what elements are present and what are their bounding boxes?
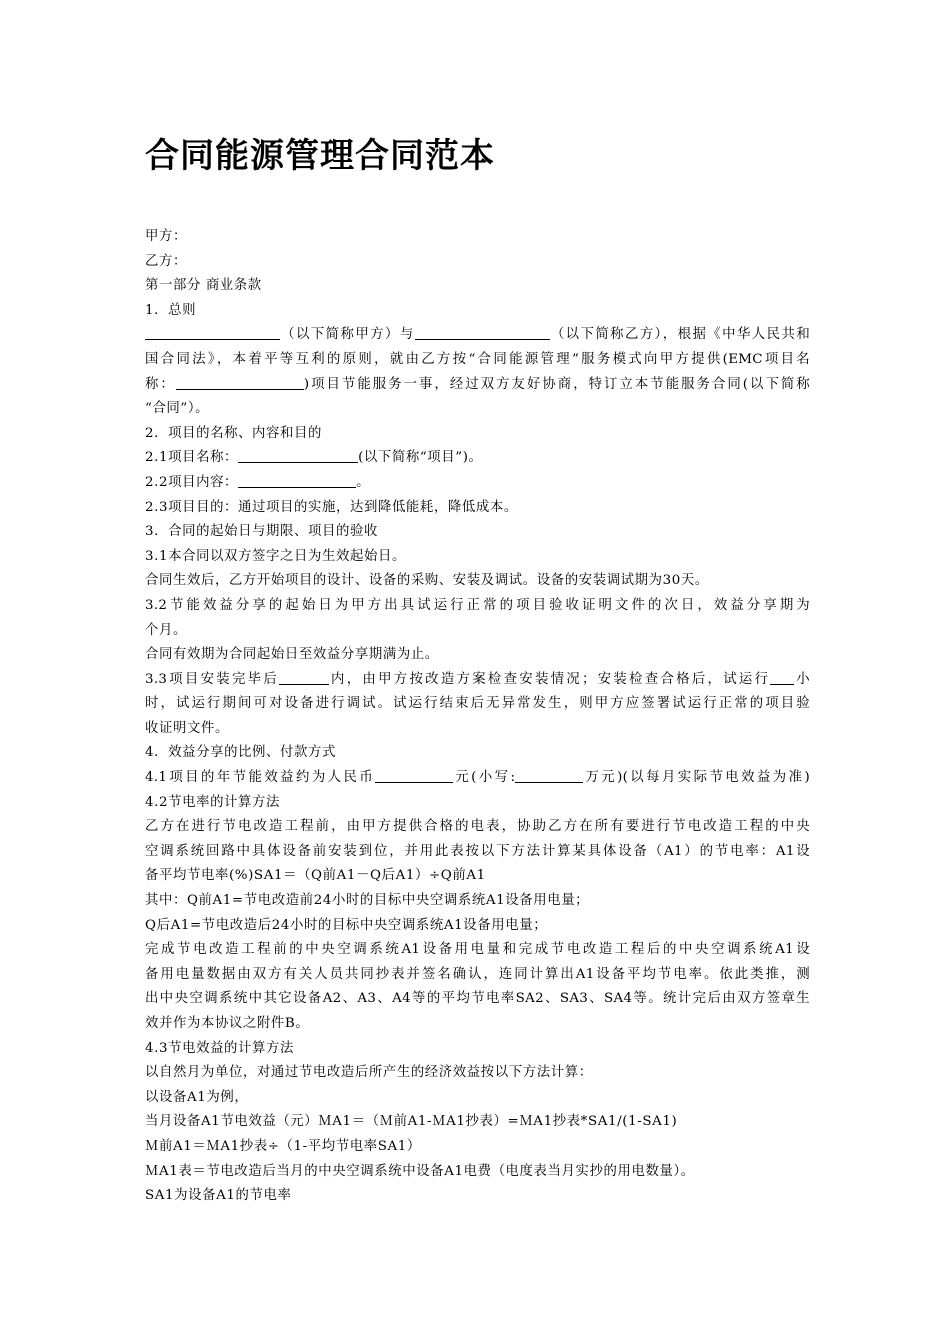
text-run: (以下简称“项目”)。 <box>358 450 483 466</box>
paragraph-line <box>145 668 810 693</box>
paragraph-line: 时，试运行期间可对设备进行调试。试运行结束后无异常发生，则甲方应签署试运行正常的项目验 <box>145 696 810 712</box>
paragraph-line: 其中：Q前A1=节电改造前24小时的目标中央空调系统A1设备用电量； <box>145 893 590 909</box>
paragraph-line: 3.2节能效益分享的起始日为甲方出具试运行正常的项目验收证明文件的次日，效益分享期为 <box>145 597 810 613</box>
text-run: 4.1项目的年节能效益约为人民币 <box>145 770 376 786</box>
paragraph-line: 国合同法》，本着平等互利的原则，就由乙方按“合同能源管理”服务模式向甲方提供(EMC项目名 <box>145 351 810 367</box>
subsection-heading: 4.3节电效益的计算方法 <box>145 1040 295 1056</box>
paragraph-line: ＭA1表＝节电改造后当月的中央空调系统中设备A1电费（电度表当月实抄的用电数量）。 <box>145 1163 695 1179</box>
paragraph-line: 效并作为本协议之附件B。 <box>145 1016 310 1031</box>
text-run: 3.3项目安装完毕后 <box>145 671 280 687</box>
text-run: 万元)(以每月实际节电效益为准) <box>583 770 810 786</box>
paragraph-line: 完成节电改造工程前的中央空调系统A1设备用电量和完成节电改造工程后的中央空调系统A1设 <box>145 942 810 958</box>
paragraph-line: 收证明文件。 <box>145 720 229 736</box>
text-run: 称： <box>145 376 176 392</box>
project-content-line <box>145 471 810 496</box>
text-run: )项目节能服务一事，经过双方友好协商，特订立本节能服务合同(以下简称 <box>303 376 810 392</box>
text-run: 小 <box>794 671 810 687</box>
emc-project-blank <box>176 374 304 390</box>
text-run: 元(小写: <box>453 770 516 786</box>
formula-line: 当月设备A1节电效益（元）ＭA1＝（Ｍ前A1-ＭA1抄表）=ＭA1抄表*SA1/(1-SA1) <box>145 1114 678 1130</box>
paragraph-line: 合同生效后，乙方开始项目的设计、设备的采购、安装及调试。设备的安装调试期为30天。 <box>145 573 709 589</box>
paragraph-line: 以设备A1为例， <box>145 1089 249 1105</box>
trial-hours-blank <box>770 669 794 685</box>
section-1-heading: 1．总则 <box>145 302 197 318</box>
project-content-blank <box>238 472 356 488</box>
formula-line: 备平均节电率(%)SA1＝（Q前A1－Q后A1）÷Q前A1 <box>145 868 486 884</box>
paragraph-line: 个月。 <box>145 622 187 638</box>
paragraph-line: 出中央空调系统中其它设备A2、A3、A4等的平均节电率SA2、SA3、SA4等。统计完后由双方签章生 <box>145 991 810 1007</box>
document-title: 合同能源管理合同范本 <box>145 136 495 176</box>
text-run: 2.2项目内容： <box>145 474 239 490</box>
part-one-heading: 第一部分 商业条款 <box>145 278 262 294</box>
party-b-blank <box>415 324 550 340</box>
paragraph-line: 合同有效期为合同起始日至效益分享期满为止。 <box>145 647 439 663</box>
section-4-heading: 4．效益分享的比例、付款方式 <box>145 745 336 761</box>
paragraph-line: 乙方在进行节电改造工程前，由甲方提供合格的电表，协助乙方在所有要进行节电改造工程的中央 <box>145 819 810 835</box>
formula-line: Ｍ前A1＝ＭA1抄表÷（1-平均节电率SA1） <box>145 1138 421 1154</box>
paragraph-line: 以自然月为单位，对通过节电改造后所产生的经济效益按以下方法计算： <box>145 1065 593 1081</box>
paragraph-line <box>145 373 810 398</box>
party-a-blank <box>145 324 280 340</box>
paragraph-line <box>145 766 810 791</box>
party-b-line: 乙方： <box>145 253 187 269</box>
annual-benefit-blank <box>375 767 453 783</box>
party-a-line: 甲方： <box>145 229 187 244</box>
project-name-line <box>145 446 810 471</box>
section-2-heading: 2．项目的名称、内容和目的 <box>145 425 323 441</box>
paragraph-line: Q后A1=节电改造后24小时的目标中央空调系统A1设备用电量； <box>145 917 548 933</box>
paragraph-line: “合同”）。 <box>145 401 210 417</box>
text-run: （以下简称甲方）与 <box>280 327 415 343</box>
text-run: 。 <box>356 474 371 490</box>
text-run: 内，由甲方按改造方案检查安装情况；安装检查合格后，试运行 <box>329 671 771 687</box>
project-purpose-line: 2.3项目目的：通过项目的实施，达到降低能耗，降低成本。 <box>145 499 518 515</box>
project-name-blank <box>238 447 358 463</box>
paragraph-line: SA1为设备A1的节电率 <box>145 1188 292 1204</box>
install-period-blank <box>279 669 329 685</box>
subsection-heading: 4.2节电率的计算方法 <box>145 794 281 810</box>
lowercase-amount-blank <box>515 767 583 783</box>
text-run: （以下简称乙方），根据《中华人民共和 <box>549 327 810 343</box>
section-3-heading: 3．合同的起始日与期限、项目的验收 <box>145 524 378 540</box>
paragraph-line: 空调系统回路中具体设备前安装到位，并用此表按以下方法计算某具体设备（A1）的节电率：A1设 <box>145 843 810 859</box>
document-body <box>145 225 810 1209</box>
text-run: 2.1项目名称： <box>145 450 239 466</box>
paragraph-line: 3.1本合同以双方签字之日为生效起始日。 <box>145 548 406 564</box>
paragraph-line <box>145 323 810 348</box>
paragraph-line: 备用电量数据由双方有关人员共同抄表并签名确认，连同计算出A1设备平均节电率。依此类推，测 <box>145 966 810 982</box>
